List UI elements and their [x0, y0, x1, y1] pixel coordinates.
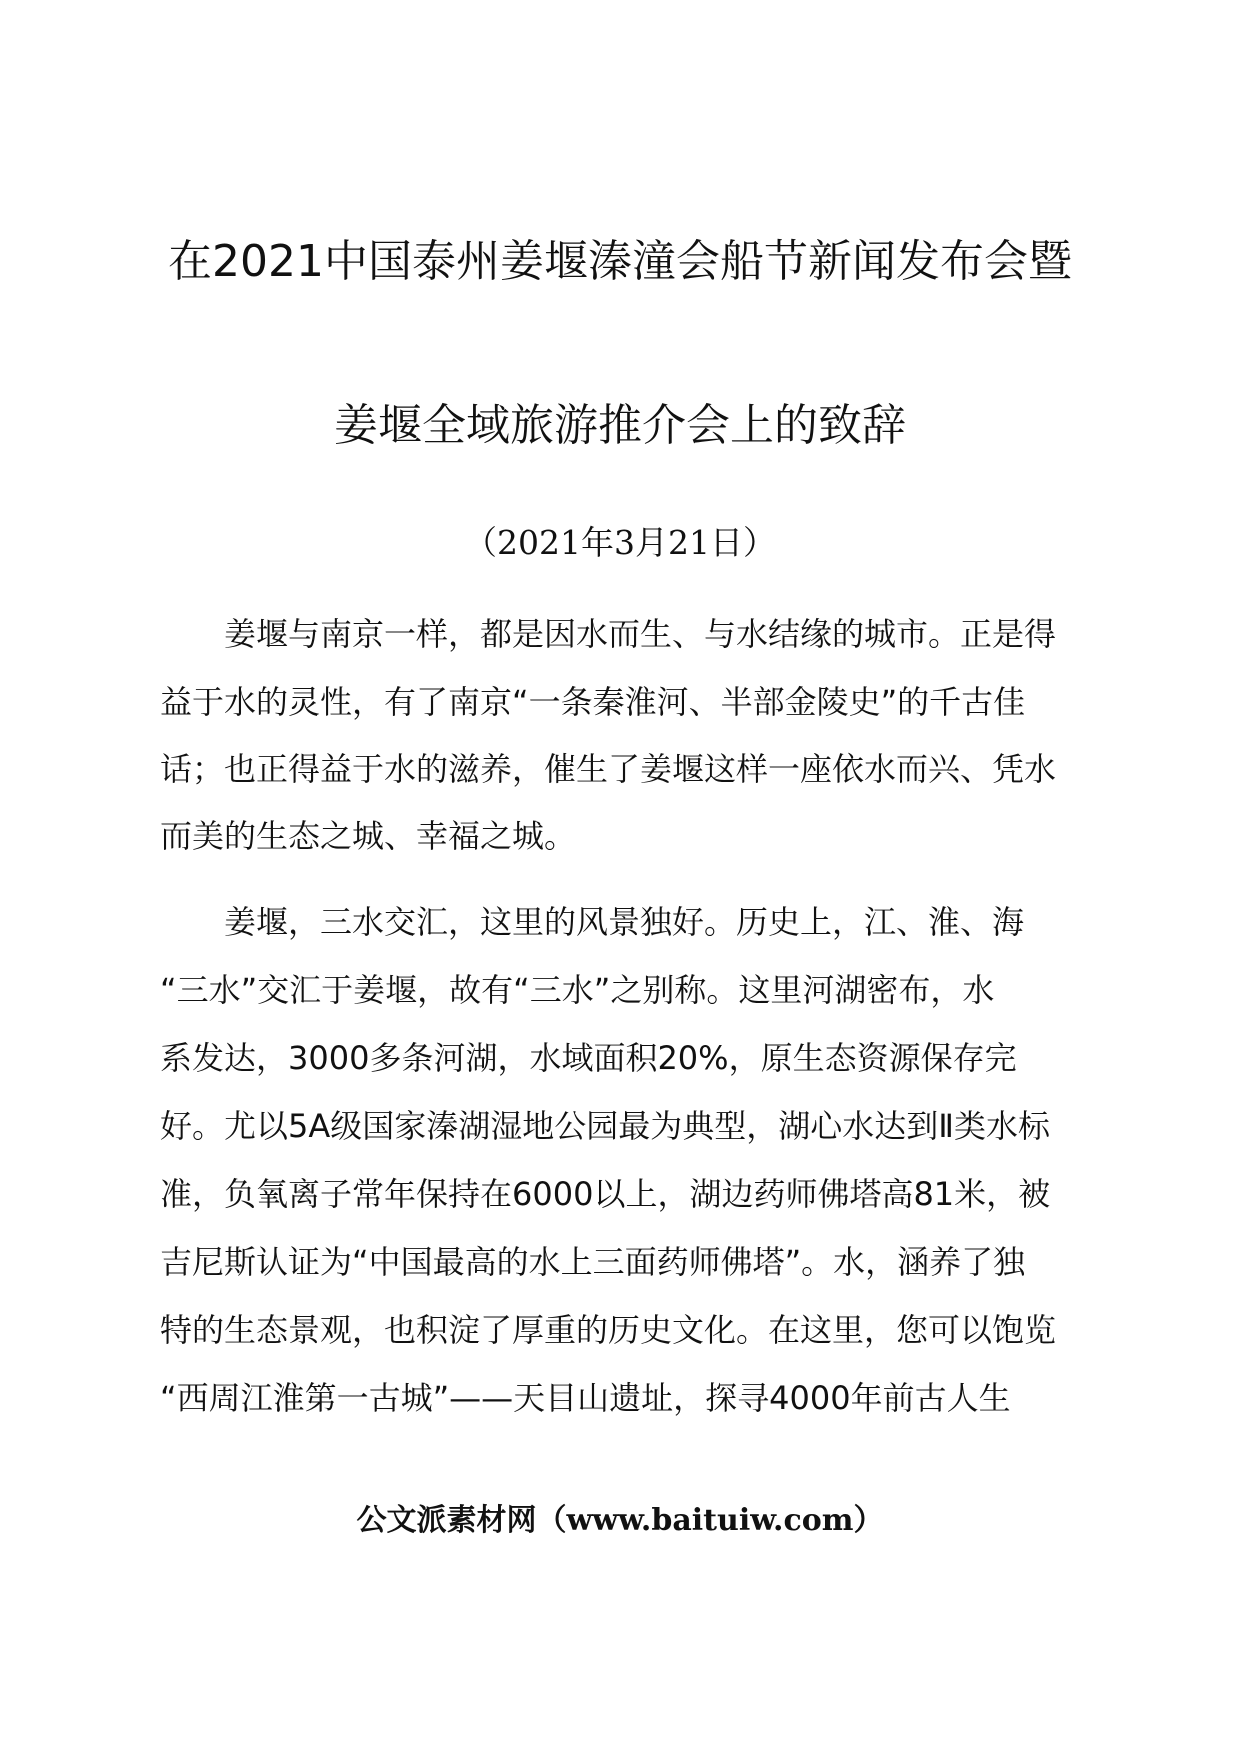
paragraph-2-line-6: 吉尼斯认证为“中国最高的水上三面药师佛塔”。水，涵养了独 [160, 1243, 1026, 1281]
paragraph-2-line-5: 准，负氧离子常年保持在6000以上，湖边药师佛塔高81米，被 [160, 1175, 1051, 1213]
document-title-line-1: 在2021中国泰州姜堰溱潼会船节新闻发布会暨 [168, 236, 1072, 287]
document-date: （2021年3月21日） [464, 523, 776, 562]
paragraph-1-line-3: 话；也正得益于水的滋养，催生了姜堰这样一座依水而兴、凭水 [160, 750, 1057, 788]
document-title-line-2: 姜堰全域旅游推介会上的致辞 [334, 400, 906, 451]
paragraph-2-line-4: 好。尤以5A级国家溱湖湿地公园最为典型，湖心水达到Ⅱ类水标 [160, 1107, 1051, 1145]
paragraph-2-line-7: 特的生态景观，也积淀了厚重的历史文化。在这里，您可以饱览 [160, 1311, 1057, 1349]
paragraph-1-line-1: 姜堰与南京一样，都是因水而生、与水结缘的城市。正是得 [160, 615, 1057, 653]
paragraph-1-line-4: 而美的生态之城、幸福之城。 [160, 817, 577, 855]
paragraph-2-line-3: 系发达，3000多条河湖，水域面积20%，原生态资源保存完 [160, 1039, 1017, 1077]
paragraph-2-line-1: 姜堰，三水交汇，这里的风景独好。历史上，江、淮、海 [160, 903, 1025, 941]
paragraph-2-line-2: “三水”交汇于姜堰，故有“三水”之别称。这里河湖密布，水 [160, 971, 995, 1009]
footer-source: 公文派素材网（www.baituiw.com） [356, 1503, 884, 1538]
paragraph-2-line-8: “西周江淮第一古城”——天目山遗址，探寻4000年前古人生 [160, 1379, 1011, 1417]
paragraph-1-line-2: 益于水的灵性，有了南京“一条秦淮河、半部金陵史”的千古佳 [160, 683, 1026, 721]
